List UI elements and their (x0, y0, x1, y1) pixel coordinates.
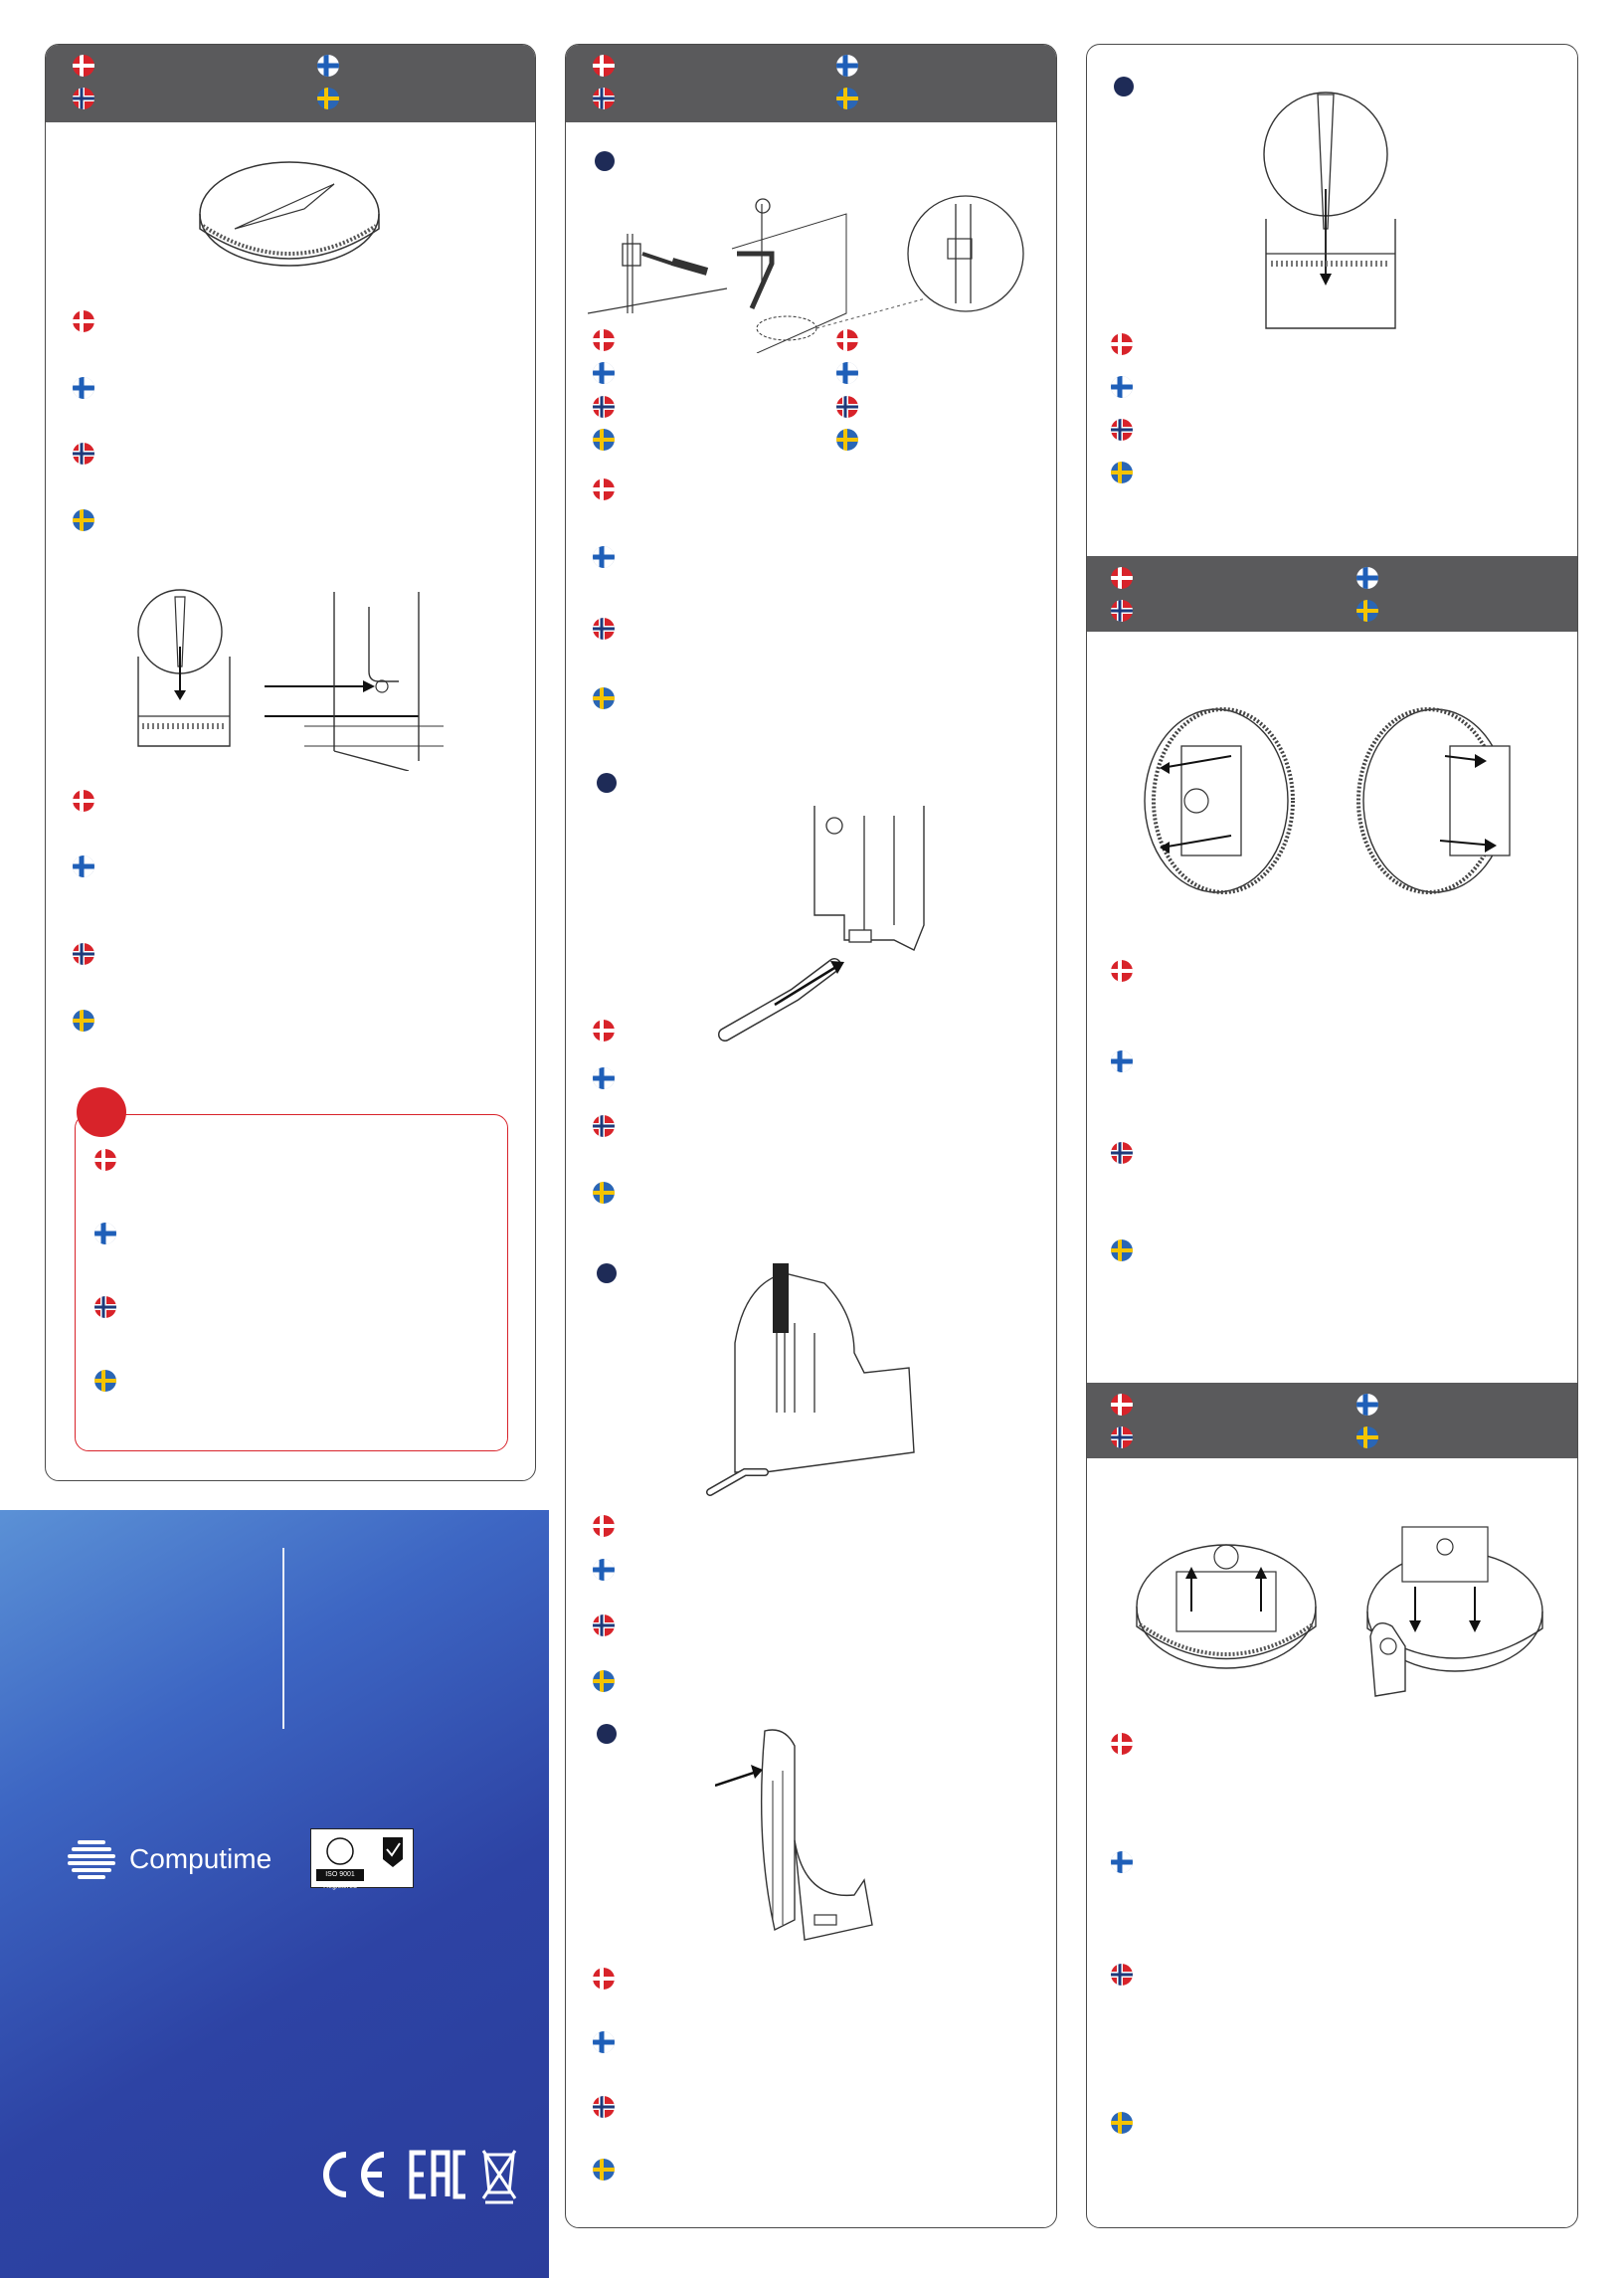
finland-flag-icon (1111, 1851, 1133, 1873)
eac-mark-icon (412, 2153, 465, 2196)
norway-flag-icon (94, 1296, 116, 1318)
finland-flag-icon (73, 855, 94, 877)
sweden-flag-icon (593, 687, 615, 709)
finland-flag-icon (593, 362, 615, 384)
denmark-flag-icon (1111, 333, 1133, 355)
norway-flag-icon (593, 1614, 615, 1636)
wall-mount-illustration (120, 587, 536, 771)
norway-flag-icon (593, 1115, 615, 1137)
sweden-flag-icon (317, 88, 339, 109)
step-marker (1114, 77, 1134, 96)
norway-flag-icon (1111, 1964, 1133, 1986)
sweden-flag-icon (593, 429, 615, 451)
sweden-flag-icon (593, 1182, 615, 1204)
norway-flag-icon (836, 396, 858, 418)
denmark-flag-icon (73, 310, 94, 332)
sweden-flag-icon (593, 1670, 615, 1692)
finland-flag-icon (836, 362, 858, 384)
computime-logo-icon (64, 1834, 119, 1886)
thermostat-dial-illustration (195, 154, 384, 293)
finland-flag-icon (1111, 1050, 1133, 1072)
step-marker (597, 1724, 617, 1744)
norway-flag-icon (1111, 1142, 1133, 1164)
radiator-valve-illustration (588, 184, 1030, 353)
bracket-removal-illustration (715, 1721, 884, 1960)
norway-flag-icon (1111, 600, 1133, 622)
dial-direction-illustration (1261, 80, 1400, 338)
step-marker (597, 1263, 617, 1283)
denmark-flag-icon (73, 790, 94, 812)
denmark-flag-icon (593, 329, 615, 351)
finland-flag-icon (1356, 567, 1378, 589)
sweden-flag-icon (94, 1370, 116, 1392)
norway-flag-icon (593, 2096, 615, 2118)
finland-flag-icon (593, 1559, 615, 1581)
norway-flag-icon (593, 88, 615, 109)
norway-flag-icon (1111, 419, 1133, 441)
sweden-flag-icon (1111, 2112, 1133, 2134)
battery-removal-illustration (1132, 1517, 1549, 1701)
denmark-flag-icon (593, 478, 615, 500)
finland-flag-icon (593, 546, 615, 568)
sweden-flag-icon (1111, 1239, 1133, 1261)
panel-1 (45, 44, 536, 1481)
sweden-flag-icon (593, 2159, 615, 2181)
norway-flag-icon (73, 443, 94, 465)
denmark-flag-icon (593, 1968, 615, 1990)
sweden-flag-icon (1356, 1426, 1378, 1448)
compliance-marks (316, 2145, 525, 2204)
cert-label: ISO 9001 Registered (316, 1869, 364, 1881)
panel-1-header (46, 45, 535, 122)
finland-flag-icon (593, 1067, 615, 1089)
sweden-flag-icon (73, 509, 94, 531)
denmark-flag-icon (836, 329, 858, 351)
finland-flag-icon (317, 55, 339, 77)
sweden-flag-icon (1356, 600, 1378, 622)
warning-box (75, 1114, 508, 1451)
denmark-flag-icon (73, 55, 94, 77)
finland-flag-icon (836, 55, 858, 77)
panel-3-header-3 (1087, 1383, 1577, 1458)
denmark-flag-icon (593, 1515, 615, 1537)
finland-flag-icon (94, 1223, 116, 1244)
sweden-flag-icon (836, 429, 858, 451)
iso-certification-badge (310, 1828, 414, 1888)
norway-flag-icon (593, 618, 615, 640)
denmark-flag-icon (593, 1020, 615, 1042)
step-marker (597, 773, 617, 793)
norway-flag-icon (73, 88, 94, 109)
battery-insert-illustration (1132, 706, 1559, 905)
denmark-flag-icon (1111, 567, 1133, 589)
finland-flag-icon (593, 2031, 615, 2053)
finland-flag-icon (73, 377, 94, 399)
denmark-flag-icon (1111, 1394, 1133, 1416)
weee-bin-icon (483, 2151, 515, 2202)
warning-icon (77, 1087, 126, 1137)
panel-2-header (566, 45, 1056, 122)
finland-flag-icon (1111, 376, 1133, 398)
sweden-flag-icon (1111, 462, 1133, 483)
brand-divider (282, 1548, 284, 1729)
panel-3-header-2 (1087, 556, 1577, 632)
sweden-flag-icon (73, 1010, 94, 1032)
denmark-flag-icon (94, 1149, 116, 1171)
panel-2 (565, 44, 1057, 2228)
step-marker (595, 151, 615, 171)
panel-3 (1086, 44, 1578, 2228)
screwdriver-release-illustration (705, 1263, 924, 1502)
denmark-flag-icon (593, 55, 615, 77)
norway-flag-icon (1111, 1426, 1133, 1448)
sweden-flag-icon (836, 88, 858, 109)
brand-logo-text: Computime (129, 1843, 272, 1874)
norway-flag-icon (593, 396, 615, 418)
denmark-flag-icon (1111, 1733, 1133, 1755)
brand-block (0, 1510, 549, 2278)
usb-cable-insert-illustration (695, 766, 944, 1044)
denmark-flag-icon (1111, 960, 1133, 982)
finland-flag-icon (1356, 1394, 1378, 1416)
ce-mark-icon (326, 2155, 384, 2194)
norway-flag-icon (73, 943, 94, 965)
